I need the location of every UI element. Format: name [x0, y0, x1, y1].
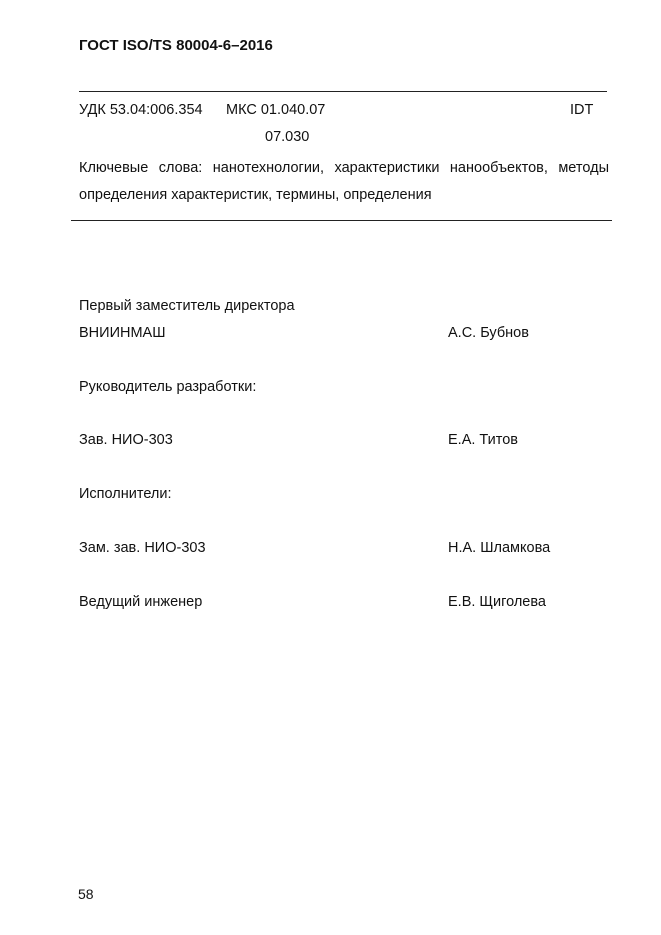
standard-code: ГОСТ ISO/TS 80004-6–2016 [79, 37, 273, 54]
executor1-position: Зам. зав. НИО-303 [79, 540, 206, 556]
executor2-position: Ведущий инженер [79, 594, 203, 610]
bottom-divider [71, 220, 612, 221]
dev-head-position: Зав. НИО-303 [79, 432, 173, 448]
top-divider [79, 91, 607, 92]
mks-code-line2: 07.030 [265, 129, 310, 145]
page-number: 58 [78, 886, 94, 902]
keywords-paragraph: Ключевые слова: нанотехнологии, характеристики нанообъектов, методы определения характеристик, термины, определения [79, 160, 609, 203]
udk-code: УДК 53.04:006.354 [79, 102, 203, 118]
first-deputy-org: ВНИИНМАШ [79, 325, 166, 341]
idt-label: IDT [570, 102, 594, 118]
dev-head-heading: Руководитель разработки: [79, 379, 257, 395]
executors-heading: Исполнители: [79, 486, 172, 502]
first-deputy-name: А.С. Бубнов [448, 325, 529, 341]
dev-head-name: Е.А. Титов [448, 432, 518, 448]
executor1-name: Н.А. Шламкова [448, 540, 551, 556]
mks-code-line1: МКС 01.040.07 [226, 102, 326, 118]
executor2-name: Е.В. Щиголева [448, 594, 546, 610]
first-deputy-title: Первый заместитель директора [79, 298, 295, 314]
